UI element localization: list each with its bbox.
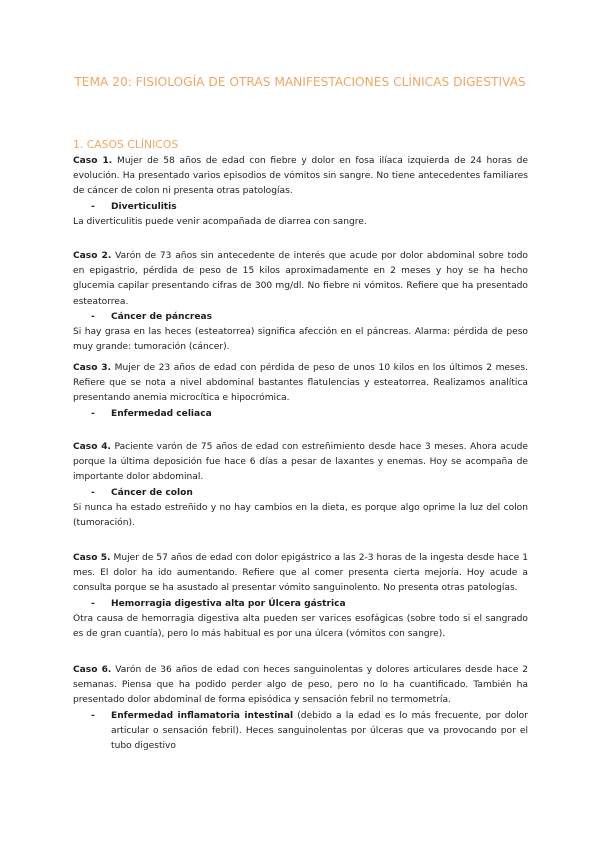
case-description (73, 663, 528, 709)
case-description (73, 551, 528, 597)
diagnosis-item (73, 310, 528, 325)
bullet: - (91, 487, 95, 498)
case-label: Caso 5. (73, 553, 111, 563)
bullet: - (91, 311, 95, 322)
case-3 (73, 361, 528, 422)
diagnosis-explanation: (debido a la edad es lo más frecuente, por dolor articular o sensación febril). Heces sanguinolentas por úlceras que va provocando por el tubo digestivo (111, 710, 528, 752)
diagnosis-name: Hemorragia digestiva alta por Úlcera gástrica (111, 598, 346, 609)
case-description (73, 249, 528, 310)
case-text: Varón de 73 años sin antecedente de interés que acude por dolor abdominal sobre todo en epigastrio, pérdida de peso de 15 kilos aproximadamente en 2 meses y hoy se ha hecho glucemia capilar presentando cifras de 300 mg/dl. No fiebre ni vómitos. Refiere que ha presentado esteatorrea. (73, 251, 528, 307)
case-note: La diverticulitis puede venir acompañada de diarrea con sangre. (73, 216, 367, 227)
case-label: Caso 4. (73, 442, 112, 452)
case-note: Si nunca ha estado estreñido y no hay cambios en la dieta, es porque algo oprime la luz del colon (tumoración). (73, 502, 528, 529)
case-2 (73, 249, 528, 355)
diagnosis-name: Diverticulitis (111, 201, 177, 212)
diagnosis-item (73, 597, 528, 612)
case-note: Si hay grasa en las heces (esteatorrea) significa afección en el páncreas. Alarma: pérdida de peso muy grande: tumoración (cáncer). (73, 327, 528, 353)
diagnosis-name: Enfermedad celiaca (111, 408, 212, 419)
case-label: Caso 6. (73, 665, 112, 675)
case-6 (73, 663, 528, 754)
case-text: Mujer de 58 años de edad con fiebre y dolor en fosa ilíaca izquierda de 24 horas de evolución. Ha presentado varios episodios de vómitos sin sangre. No tiene antecedentes familiares de cáncer de colon ni presenta otras patologías. (73, 156, 528, 197)
case-text: Mujer de 57 años de edad con dolor epigástrico a las 2-3 horas de la ingesta desde hace 1 mes. El dolor ha ido aumentando. Refiere que al comer presenta cierta mejoría. Hoy acude a consulta porque se ha asustado al presentar vómito sanguinolento. No presenta otras patologías. (73, 553, 528, 594)
diagnosis-item (73, 709, 528, 755)
diagnosis-item (73, 486, 528, 501)
case-label: Caso 2. (73, 251, 112, 261)
bullet: - (91, 201, 95, 212)
diagnosis-item (73, 200, 528, 215)
case-description (73, 154, 528, 200)
case-label: Caso 1. (73, 156, 113, 166)
diagnosis-name: Enfermedad inflamatoria intestinal (111, 710, 294, 721)
bullet: - (91, 598, 95, 609)
diagnosis-name: Cáncer de páncreas (111, 311, 213, 322)
case-5 (73, 551, 528, 642)
case-description (73, 361, 528, 407)
diagnosis-name: Cáncer de colon (111, 487, 193, 498)
case-1 (73, 154, 528, 230)
section-title: 1. CASOS CLÍNICOS (73, 138, 179, 151)
bullet: - (91, 408, 95, 419)
case-label: Caso 3. (73, 363, 112, 373)
page-title: TEMA 20: FISIOLOGÍA DE OTRAS MANIFESTACIONES CLÍNICAS DIGESTIVAS (74, 75, 526, 89)
case-description (73, 440, 528, 486)
case-text: Varón de 36 años de edad con heces sanguinolentas y dolores articulares desde hace 2 semanas. Piensa que ha podido perder algo de peso, pero no lo ha cuantificado. También ha presentado dolor abdominal de forma episódica y sensación febril no termometría. (73, 665, 529, 706)
case-note: Otra causa de hemorragia digestiva alta pueden ser varices esofágicas (sobre todo si el sangrado es de gran cuantía), pero lo más habitual es por una úlcera (vómitos con sangre). (73, 613, 528, 640)
case-text: Paciente varón de 75 años de edad con estreñimiento desde hace 3 meses. Ahora acude porque la última deposición fue hace 6 días a pesar de laxantes y enemas. Hoy se acompaña de importante dolor abdominal. (73, 442, 528, 483)
case-4 (73, 440, 528, 531)
diagnosis-item (73, 407, 528, 422)
bullet: - (91, 710, 95, 721)
case-text: Mujer de 23 años de edad con pérdida de peso de unos 10 kilos en los últimos 2 meses. Refiere que se nota a nivel abdominal bastantes flatulencias y esteatorrea. Realizamos analítica presentando anemia microcítica e hipocrómica. (73, 363, 528, 404)
